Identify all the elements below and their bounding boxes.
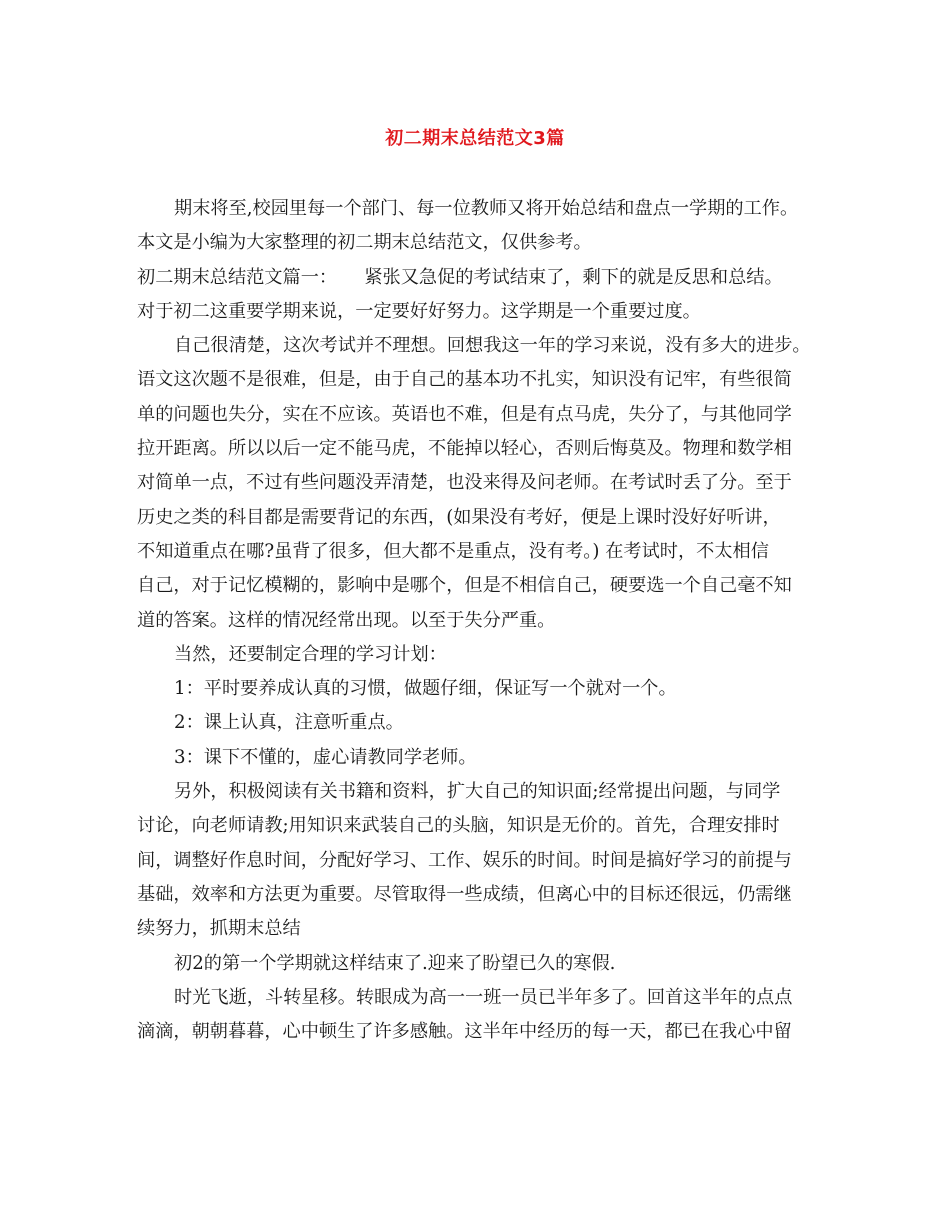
text-line: 间，调整好作息时间，分配好学习、工作、娱乐的时间。时间是搞好学习的前提与 [137, 849, 792, 871]
text-line: 道的答案。这样的情况经常出现。以至于失分严重。 [137, 609, 556, 631]
text-line: 时光飞逝，斗转星移。转眼成为高一一班一员已半年多了。回首这半年的点点 [174, 986, 793, 1008]
text-line: 自己很清楚，这次考试并不理想。回想我这一年的学习来说，没有多大的进步。 [174, 335, 811, 357]
text-line: 滴滴，朝朝暮暮，心中顿生了许多感触。这半年中经历的每一天，都已在我心中留 [137, 1021, 792, 1043]
text-line: 2：课上认真，注意听重点。 [174, 712, 404, 734]
text-line: 初2的第一个学期就这样结束了.迎来了盼望已久的寒假. [174, 952, 616, 974]
text-line: 对简单一点，不过有些问题没弄清楚，也没来得及问老师。在考试时丢了分。至于 [137, 472, 792, 494]
text-line: 历史之类的科目都是需要背记的东西，(如果没有考好，便是上课时没好好听讲， [137, 506, 781, 528]
document-body [137, 192, 817, 1049]
text-line: 3：课下不懂的，虚心请教同学老师。 [174, 746, 477, 768]
text-line: 期末将至,校园里每一个部门、每一位教师又将开始总结和盘点一学期的工作。 [174, 198, 799, 219]
text-line: 不知道重点在哪?虽背了很多，但大都不是重点，没有考。) 在考试时，不太相信 [137, 540, 769, 562]
text-line: 拉开距离。所以以后一定不能马虎，不能掉以轻心，否则后悔莫及。物理和数学相 [137, 438, 792, 460]
text-line: 对于初二这重要学期来说，一定要好好努力。这学期是一个重要过度。 [137, 300, 701, 322]
text-line: 另外，积极阅读有关书籍和资料，扩大自己的知识面;经常提出问题，与同学 [174, 781, 781, 803]
text-line: 单的问题也失分，实在不应该。英语也不难，但是有点马虎，失分了，与其他同学 [137, 403, 792, 425]
text-line: 初二期末总结范文篇一： 紧张又急促的考试结束了，剩下的就是反思和总结。 [137, 266, 783, 288]
text-line: 续努力，抓期末总结 [137, 918, 301, 940]
text-line: 本文是小编为大家整理的初二期末总结范文，仅供参考。 [137, 232, 592, 254]
text-line: 基础，效率和方法更为重要。尽管取得一些成绩，但离心中的目标还很远，仍需继 [137, 883, 792, 905]
text-line: 语文这次题不是很难，但是，由于自己的基本功不扎实，知识没有记牢，有些很简 [137, 369, 792, 391]
text-line: 1：平时要养成认真的习惯，做题仔细，保证写一个就对一个。 [174, 678, 677, 700]
text-line: 自己，对于记忆模糊的，影响中是哪个，但是不相信自己，硬要选一个自己毫不知 [137, 575, 792, 597]
document-title: 初二期末总结范文3篇 [385, 128, 565, 149]
text-line: 讨论，向老师请教;用知识来武装自己的头脑，知识是无价的。首先，合理安排时 [137, 815, 780, 837]
text-line: 当然，还要制定合理的学习计划： [174, 643, 447, 665]
